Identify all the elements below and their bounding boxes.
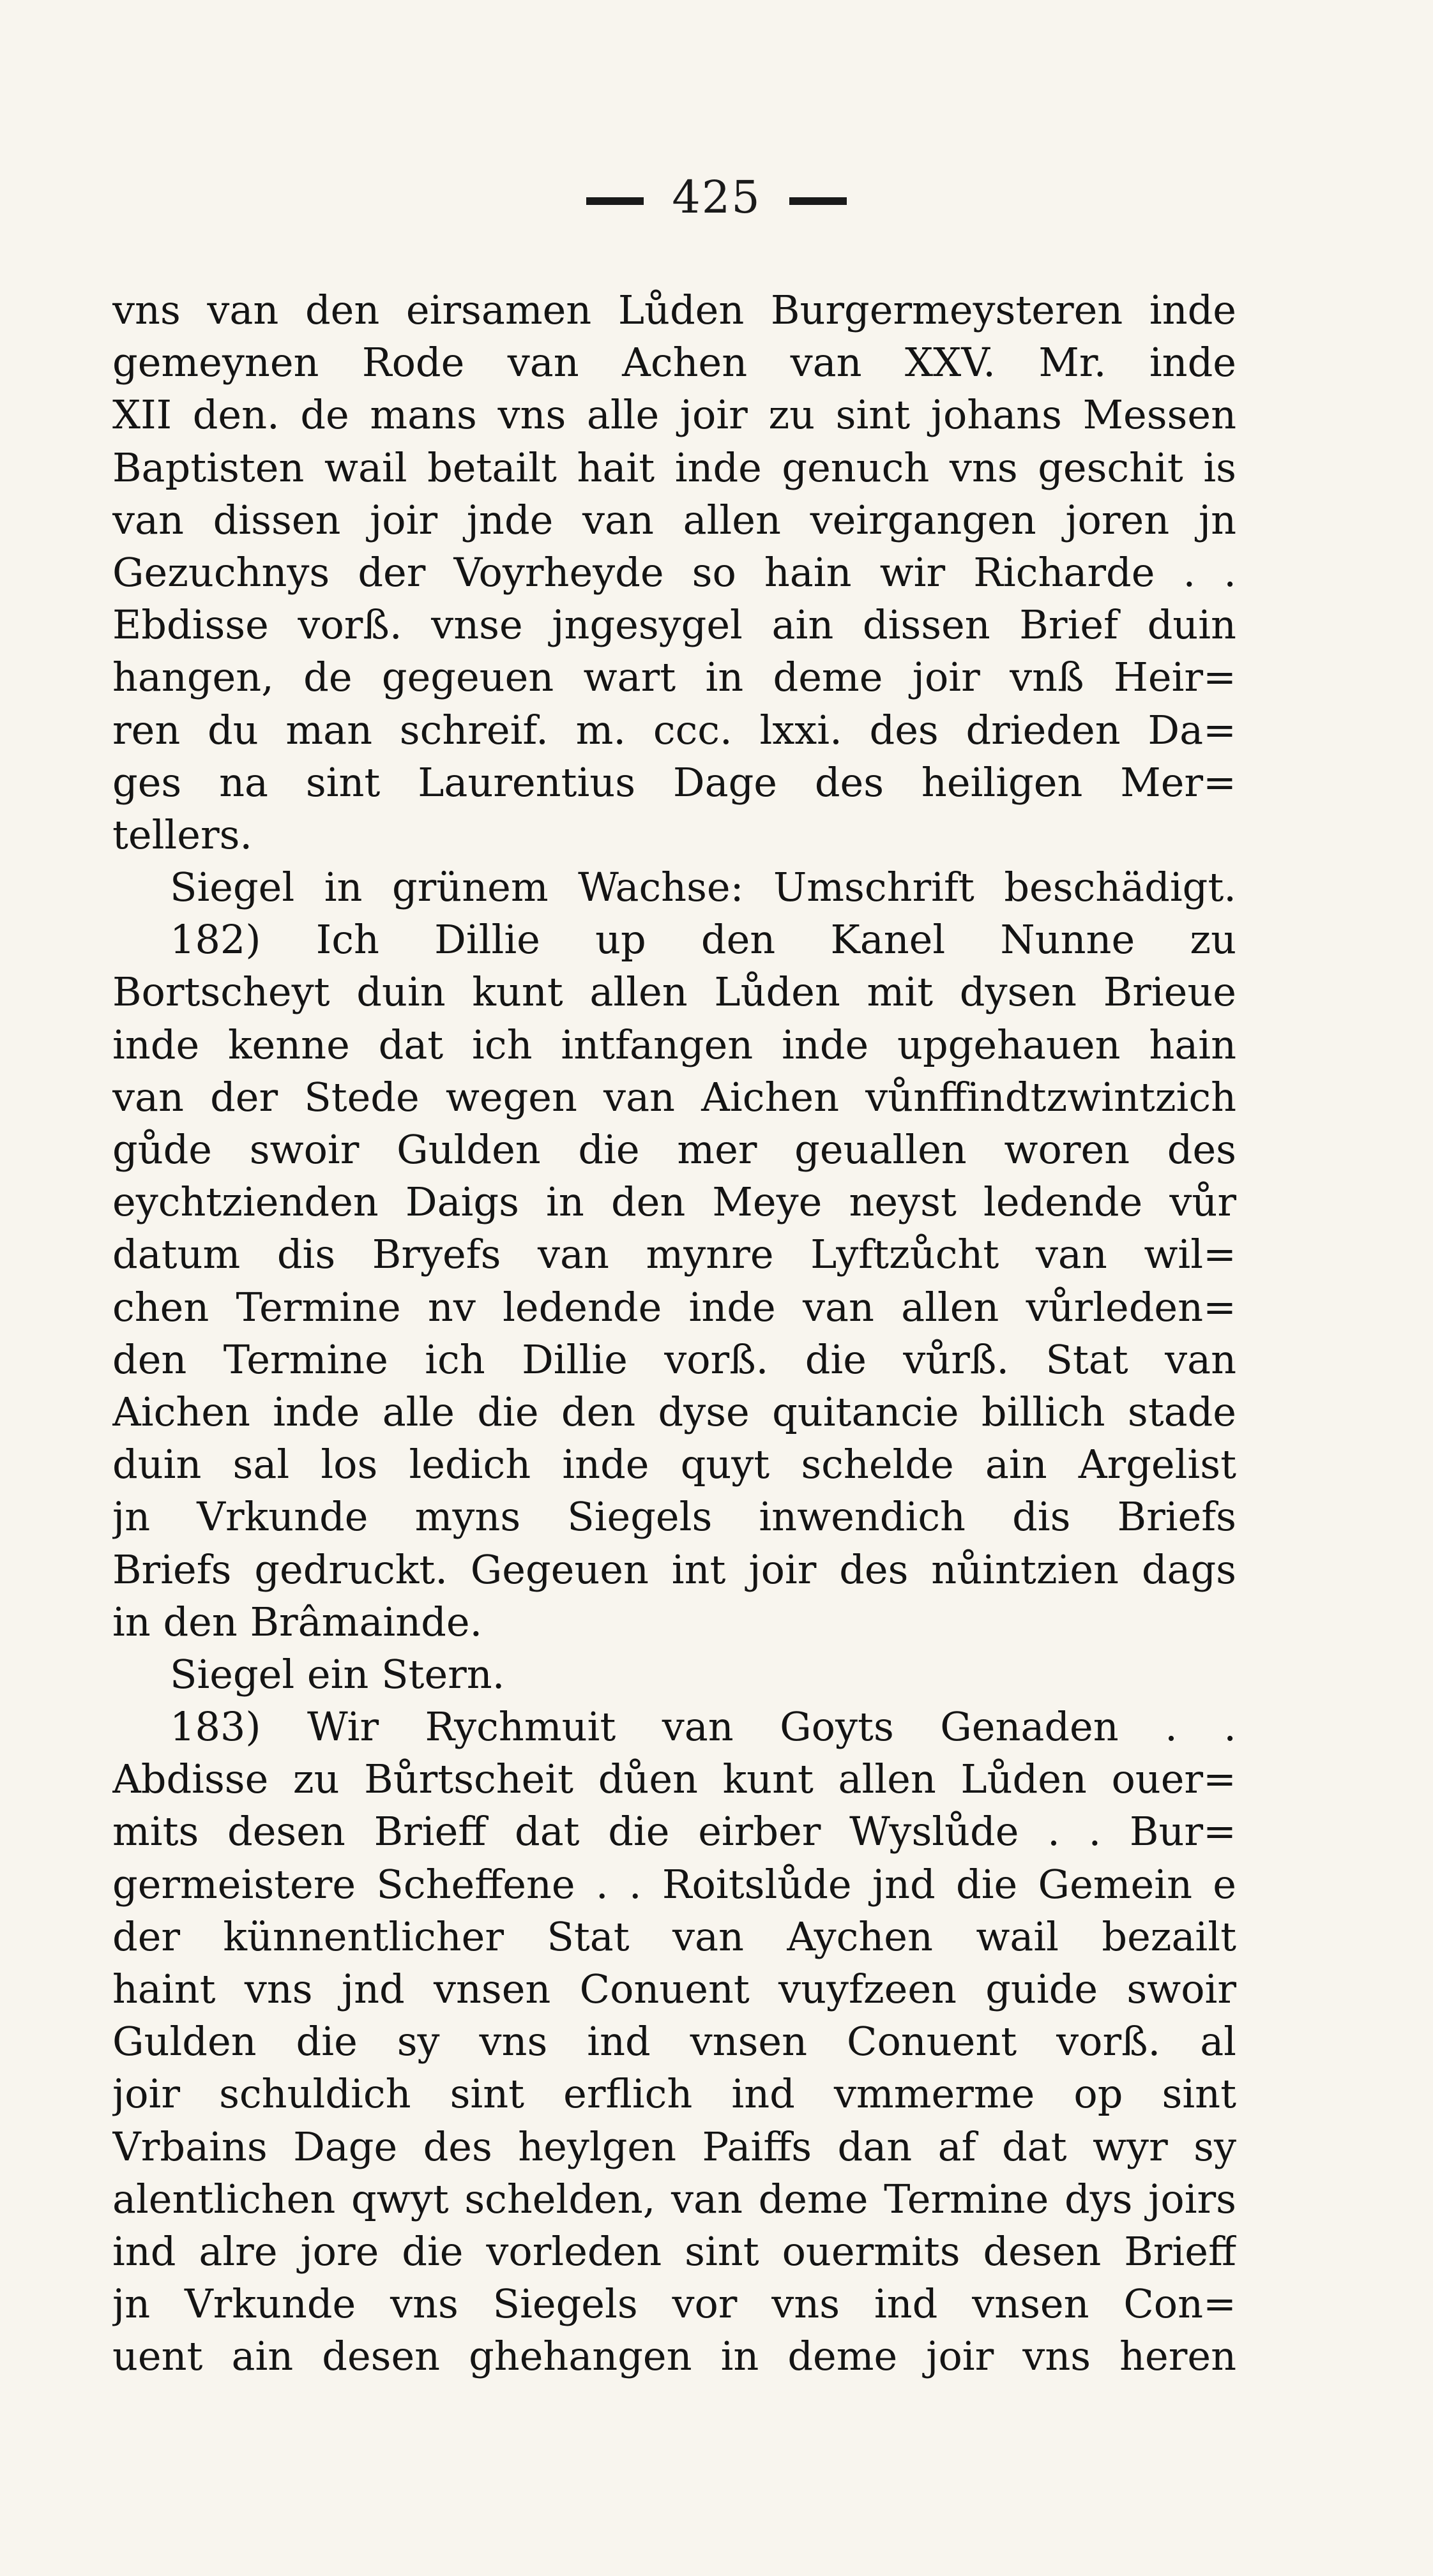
text-line: Vrbains Dage des heylgen Paiffs dan af dat wyr sy (112, 2123, 1236, 2170)
text-line: jn Vrkunde vns Siegels vor vns ind vnsen Con= (112, 2280, 1236, 2328)
text-line: der künnentlicher Stat van Aychen wail bezailt (112, 1913, 1236, 1960)
text-line: tellers. (112, 811, 253, 858)
text-line: uent ain desen ghehangen in deme joir vns heren (112, 2333, 1236, 2380)
body-text (112, 284, 1236, 2383)
text-line: alentlichen qwyt schelden, van deme Termine dys joirs (112, 2175, 1236, 2222)
text-line: Gulden die sy vns ind vnsen Conuent vorß. al (112, 2018, 1236, 2065)
page-header (0, 171, 1433, 223)
text-line: jn Vrkunde myns Siegels inwendich dis Briefs (112, 1493, 1236, 1540)
text-line: gůde swoir Gulden die mer geuallen woren des (112, 1126, 1236, 1173)
text-line: inde kenne dat ich intfangen inde upgehauen hain (112, 1021, 1236, 1068)
text-line: van der Stede wegen van Aichen vůnffindtzwintzich (112, 1073, 1236, 1120)
text-line: joir schuldich sint erflich ind vmmerme op sint (112, 2070, 1236, 2118)
text-line: datum dis Bryefs van mynre Lyftzůcht van wil= (112, 1231, 1236, 1278)
text-line: mits desen Brieff dat die eirber Wyslůde . . Bur= (112, 1808, 1236, 1855)
text-line: Gezuchnys der Voyrheyde so hain wir Richarde . . (112, 548, 1236, 596)
text-line: vns van den eirsamen Lůden Burgermeysteren inde (112, 287, 1236, 333)
text-line: Briefs gedruckt. Gegeuen int joir des nůintzien dags (112, 1546, 1236, 1593)
text-line: Baptisten wail betailt hait inde genuch vns geschit is (112, 444, 1236, 491)
text-line: eychtzienden Daigs in den Meye neyst ledende vůr (112, 1179, 1236, 1226)
text-line: Aichen inde alle die den dyse quitancie billich stade (112, 1388, 1236, 1435)
text-line: ges na sint Laurentius Dage des heiligen Mer= (112, 758, 1236, 806)
text-line: 183) Wir Rychmuit van Goyts Genaden . . (170, 1703, 1236, 1751)
text-line: 182) Ich Dillie up den Kanel Nunne zu (170, 916, 1236, 963)
text-line: Siegel ein Stern. (170, 1650, 505, 1698)
page-number: 425 (672, 171, 761, 223)
text-line: Abdisse zu Bůrtscheit důen kunt allen Lůden ouer= (112, 1756, 1236, 1803)
text-line: gemeynen Rode van Achen van XXV. Mr. inde (112, 339, 1236, 386)
text-line: haint vns jnd vnsen Conuent vuyfzeen guide swoir (112, 1966, 1236, 2012)
text-line: duin sal los ledich inde quyt schelde ain Argelist (112, 1441, 1236, 1488)
header-dash-left (586, 197, 644, 205)
text-line: XII den. de mans vns alle joir zu sint johans Messen (112, 391, 1236, 439)
text-line: Siegel in grünem Wachse: Umschrift beschädigt. (170, 864, 1236, 911)
text-line: ren du man schreif. m. ccc. lxxi. des drieden Da= (112, 706, 1236, 753)
text-line: den Termine ich Dillie vorß. die vůrß. Stat van (112, 1336, 1236, 1383)
text-line: Bortscheyt duin kunt allen Lůden mit dysen Brieue (112, 968, 1236, 1016)
text-line: chen Termine nv ledende inde van allen vůrleden= (112, 1283, 1236, 1330)
text-line: germeistere Scheffene . . Roitslůde jnd die Gemein e (112, 1860, 1236, 1908)
header-dash-right (789, 197, 847, 205)
text-line: ind alre jore die vorleden sint ouermits desen Brieff (112, 2227, 1236, 2275)
text-line: Ebdisse vorß. vnse jngesygel ain dissen Brief duin (112, 601, 1236, 649)
text-line: hangen, de gegeuen wart in deme joir vnß Heir= (112, 654, 1236, 701)
text-line: in den Brâmainde. (112, 1598, 483, 1645)
text-line: van dissen joir jnde van allen veirgangen joren jn (112, 496, 1236, 543)
